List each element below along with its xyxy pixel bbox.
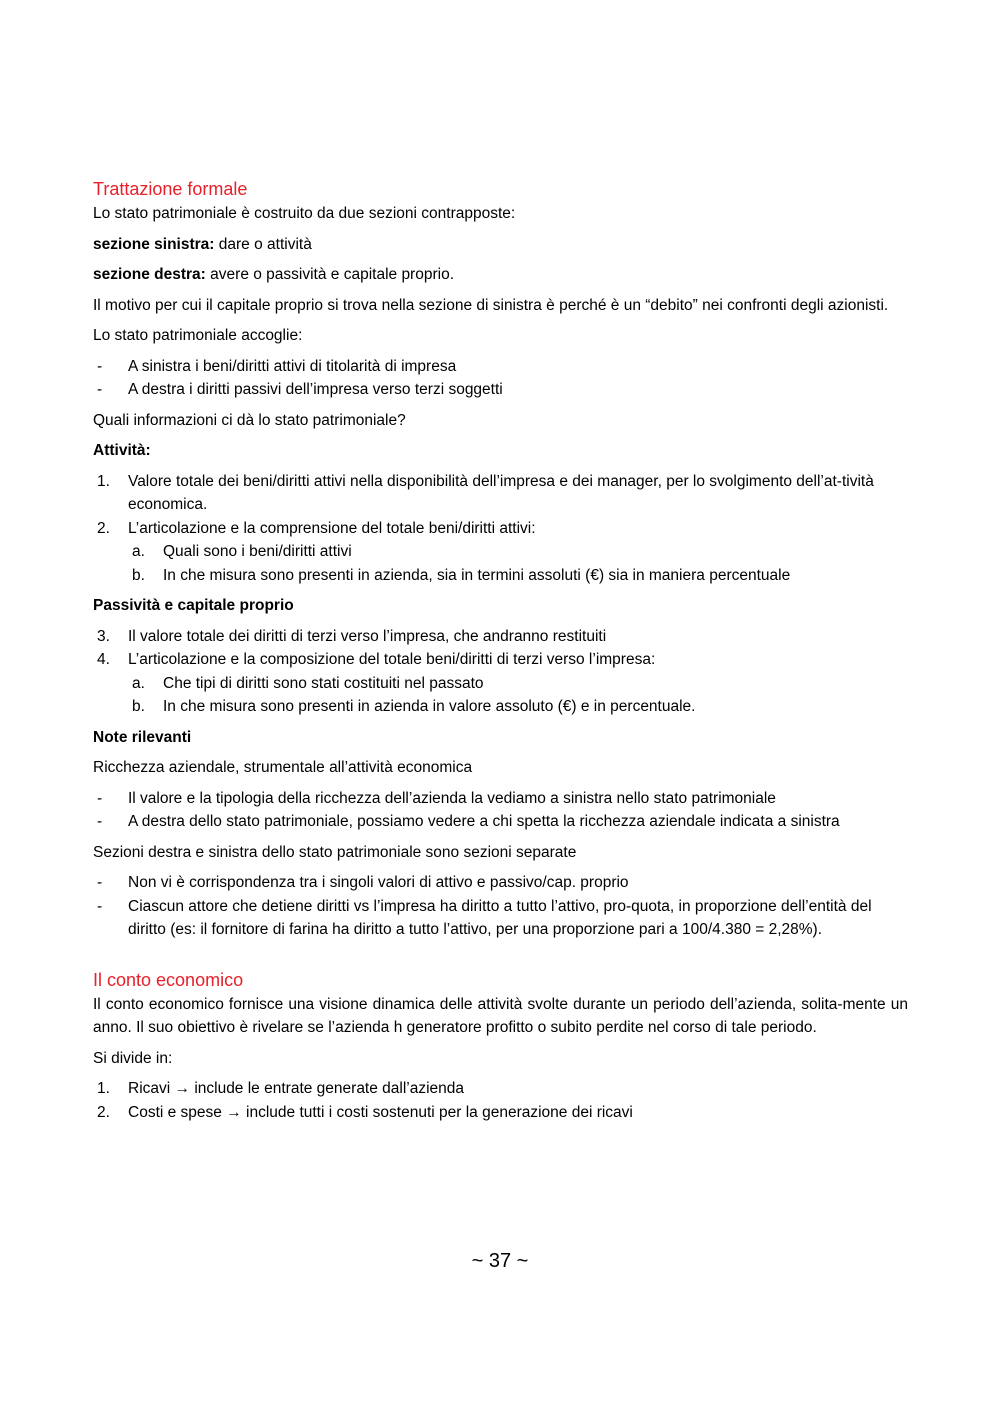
list-marker: -: [97, 874, 103, 891]
list-item: [93, 1101, 908, 1125]
section-heading-conto-economico: Il conto economico: [93, 969, 244, 990]
text-left-section: dare o attività: [214, 235, 312, 253]
paragraph-left-section: [93, 233, 908, 257]
list-marker: 3.: [97, 627, 110, 645]
list-marker: -: [97, 357, 103, 375]
list-sezioni: [93, 871, 908, 942]
sublist-passivita: [93, 672, 908, 719]
page-number: ~ 37 ~: [471, 1250, 529, 1272]
list-ricchezza: [93, 787, 908, 834]
list-marker: 4.: [97, 651, 110, 668]
paragraph-intro: Lo stato patrimoniale è costruito da due sezioni contrapposte:: [93, 205, 516, 222]
list-attivita: [93, 470, 908, 588]
list-item-text: A destra dello stato patrimoniale, possiamo vedere a chi spetta la ricchezza aziendale indicata a sinistra: [128, 813, 840, 830]
sublist-attivita: [93, 540, 908, 587]
list-item-text: Quali sono i beni/diritti attivi: [163, 543, 352, 560]
list-item-text: Il valore e la tipologia della ricchezza dell’azienda la vediamo a sinistra nello stato patrimoniale: [128, 789, 776, 807]
list-marker: 2.: [97, 519, 110, 537]
list-item-text: Che tipi di diritti sono stati costituiti nel passato: [163, 674, 484, 692]
list-item: [93, 810, 908, 834]
list-item: [93, 787, 908, 811]
list-item: [93, 695, 908, 719]
label-left-section: sezione sinistra:: [93, 235, 215, 253]
paragraph-right-section: [93, 263, 908, 287]
paragraph-conto-intro: Il conto economico fornisce una visione dinamica delle attività svolte durante un periodo dell’azienda, solita-mente un anno. Il suo obiettivo è rivelare se l’azienda h generatore profitto o subito perdite nel corso di tale periodo.: [93, 995, 908, 1036]
paragraph-divide: Si divide in:: [93, 1049, 173, 1067]
list-marker: -: [97, 897, 103, 915]
list-marker: a.: [132, 543, 145, 560]
text-right-section: avere o passività e capitale proprio.: [205, 266, 454, 283]
label-right-section: sezione destra:: [93, 266, 206, 283]
list-item-text: L’articolazione e la comprensione del totale beni/diritti attivi:: [128, 519, 536, 537]
section-spacer: [93, 949, 908, 967]
subheading-attivita-text: Attività:: [93, 442, 151, 459]
list-item: [93, 672, 908, 696]
list-marker: -: [97, 813, 103, 830]
list-marker: a.: [132, 674, 145, 692]
list-marker: 1.: [97, 1080, 110, 1097]
list-marker: -: [97, 789, 103, 807]
section-heading-trattazione-formale: Trattazione formale: [93, 179, 248, 199]
list-marker: 2.: [97, 1103, 110, 1121]
list-item-text: Ciascun attore che detiene diritti vs l’impresa ha diritto a tutto l’attivo, pro-quota, in proporzione dell’entità del diritto (es: il fornitore di farina ha diritto a tutto l’attivo, per una proporzione pari a 100/4.380 = 2,28%).: [128, 897, 872, 938]
list-item-text: In che misura sono presenti in azienda, sia in termini assoluti (€) sia in maniera percentuale: [163, 566, 791, 584]
paragraph-motivo: Il motivo per cui il capitale proprio si trova nella sezione di sinistra è perché è un “debito” nei confronti degli azionisti.: [93, 296, 889, 314]
list-item-text: Valore totale dei beni/diritti attivi nella disponibilità dell’impresa e dei manager, per lo svolgimento dell’at-tività economica.: [128, 472, 874, 513]
list-item-text: Ricavi → include le entrate generate dall’azienda: [128, 1080, 465, 1097]
paragraph-sezioni: Sezioni destra e sinistra dello stato patrimoniale sono sezioni separate: [93, 843, 577, 861]
paragraph-ricchezza: Ricchezza aziendale, strumentale all’attività economica: [93, 759, 473, 776]
list-item-text: Non vi è corrispondenza tra i singoli valori di attivo e passivo/cap. proprio: [128, 874, 629, 891]
paragraph-question: Quali informazioni ci dà lo stato patrimoniale?: [93, 411, 406, 429]
list-item: [93, 648, 908, 672]
list-item: [93, 895, 908, 942]
list-item-text: Il valore totale dei diritti di terzi verso l’impresa, che andranno restituiti: [128, 627, 607, 645]
list-item: [93, 540, 908, 564]
list-marker: -: [97, 381, 103, 398]
list-item: [93, 871, 908, 895]
list-item: [93, 517, 908, 541]
subheading-passivita: [93, 594, 908, 618]
list-item-text: A sinistra i beni/diritti attivi di titolarità di impresa: [128, 357, 457, 375]
list-accoglie: [93, 355, 908, 402]
list-item: [93, 564, 908, 588]
list-marker: 1.: [97, 472, 110, 490]
list-marker: b.: [132, 566, 145, 584]
page-content: [93, 176, 908, 1131]
subheading-note-text: Note rilevanti: [93, 728, 192, 746]
list-passivita: [93, 625, 908, 719]
paragraph-accoglie: Lo stato patrimoniale accoglie:: [93, 327, 303, 344]
subheading-passivita-text: Passività e capitale proprio: [93, 597, 294, 614]
subheading-note: [93, 726, 908, 750]
list-item-text: A destra i diritti passivi dell’impresa verso terzi soggetti: [128, 381, 503, 398]
list-item-text: Costi e spese → include tutti i costi sostenuti per la generazione dei ricavi: [128, 1103, 633, 1121]
list-item: [93, 470, 908, 517]
list-item-text: L’articolazione e la composizione del totale beni/diritti di terzi verso l’impresa:: [128, 651, 656, 668]
list-item: [93, 378, 908, 402]
list-conto-economico: [93, 1077, 908, 1124]
list-item: [93, 1077, 908, 1101]
list-marker: b.: [132, 698, 145, 715]
list-item-text: In che misura sono presenti in azienda in valore assoluto (€) e in percentuale.: [163, 698, 696, 715]
list-item: [93, 625, 908, 649]
subheading-attivita: [93, 439, 908, 463]
list-item: [93, 355, 908, 379]
